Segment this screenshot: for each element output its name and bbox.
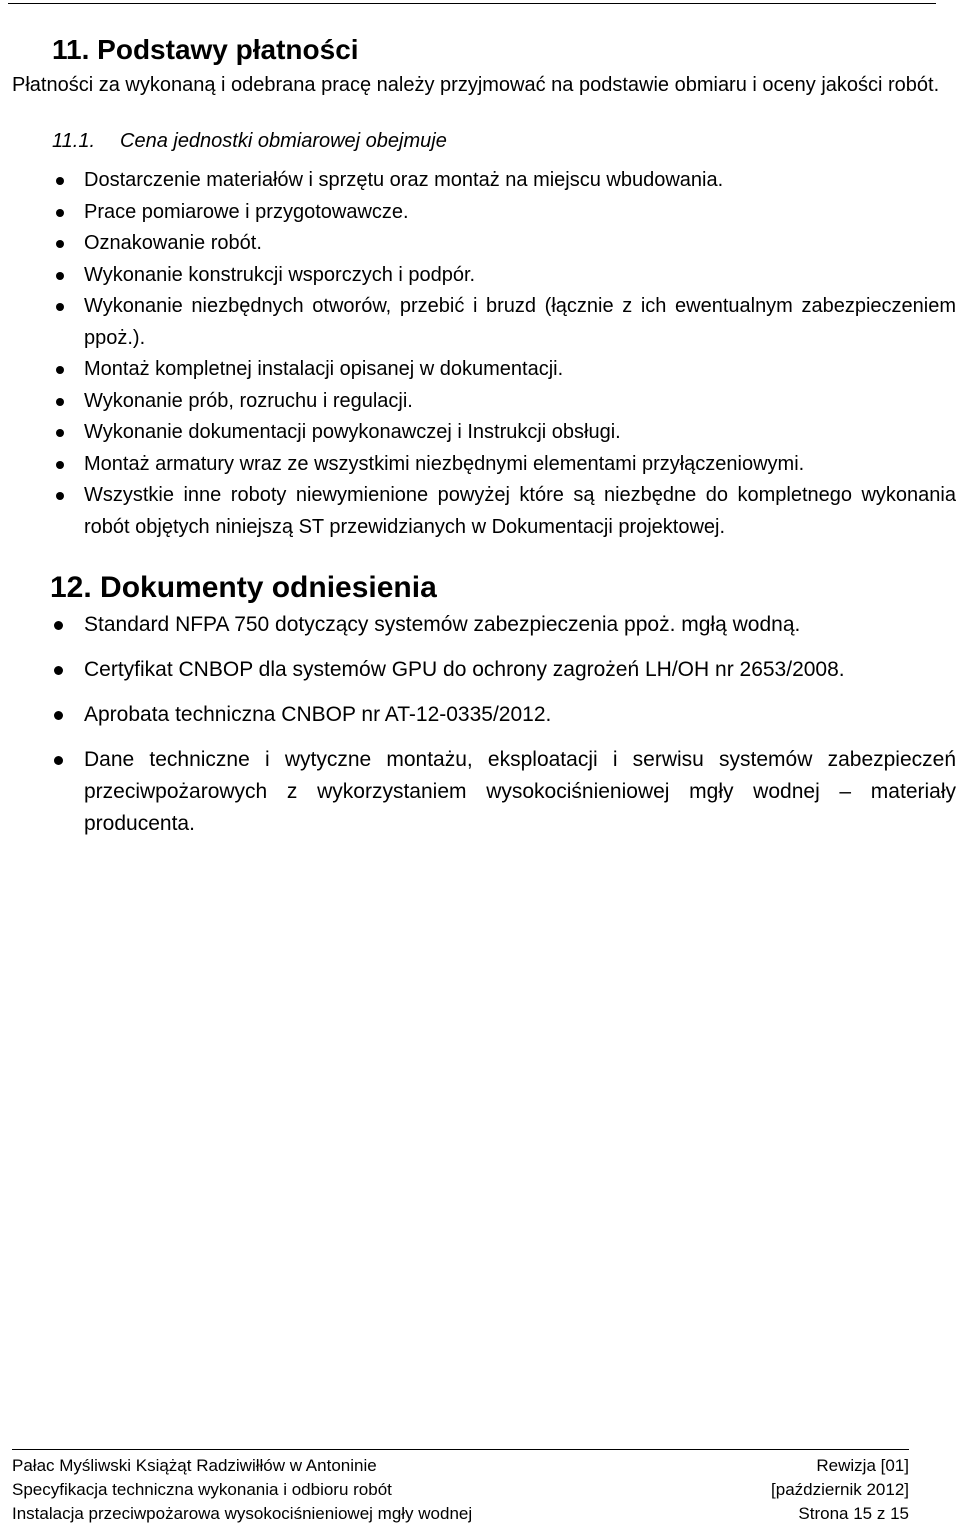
bullet-icon (56, 197, 66, 228)
reference-documents-list (12, 609, 956, 840)
section-11-heading: 11. Podstawy płatności (52, 34, 359, 65)
price-items-list (12, 165, 956, 543)
subsection-title: Cena jednostki obmiarowej obejmuje (120, 130, 447, 152)
footer-page-number: Strona 15 z 15 (798, 1504, 909, 1523)
bullet-icon (56, 449, 66, 480)
bullet-icon (56, 417, 66, 448)
list-item: Wykonanie konstrukcji wsporczych i podpór. (12, 260, 956, 292)
bullet-icon (54, 744, 64, 776)
bullet-icon (54, 609, 64, 641)
list-item: Certyfikat CNBOP dla systemów GPU do ochrony zagrożeń LH/OH nr 2653/2008. (12, 654, 956, 686)
footer-row (12, 1502, 909, 1526)
subsection-11-1 (52, 127, 956, 155)
subsection-number: 11.1. (52, 130, 95, 152)
bullet-icon (56, 480, 66, 511)
list-item: Montaż armatury wraz ze wszystkimi niezbędnymi elementami przyłączeniowymi. (12, 449, 956, 481)
bullet-icon (54, 699, 64, 731)
list-item: Dostarczenie materiałów i sprzętu oraz montaż na miejscu wbudowania. (12, 165, 956, 197)
list-item: Wykonanie dokumentacji powykonawczej i Instrukcji obsługi. (12, 417, 956, 449)
section-11-intro: Płatności za wykonaną i odebrana pracę należy przyjmować na podstawie obmiaru i oceny jakości robót. (12, 74, 940, 96)
footer-row (12, 1454, 909, 1478)
footer-row (12, 1478, 909, 1502)
page-footer (12, 1449, 909, 1526)
list-item: Prace pomiarowe i przygotowawcze. (12, 197, 956, 229)
list-item: Oznakowanie robót. (12, 228, 956, 260)
list-item: Aprobata techniczna CNBOP nr AT-12-0335/2012. (12, 699, 956, 731)
footer-project: Pałac Myśliwski Książąt Radziwiłłów w Antoninie (12, 1456, 377, 1475)
bullet-icon (56, 354, 66, 385)
section-12-heading: 12. Dokumenty odniesienia (50, 571, 437, 604)
bullet-icon (54, 654, 64, 686)
bullet-icon (56, 291, 66, 322)
bullet-icon (56, 260, 66, 291)
footer-date: [październik 2012] (771, 1480, 909, 1499)
bullet-icon (56, 165, 66, 196)
document-page (12, 32, 956, 840)
top-rule (8, 3, 936, 4)
bullet-icon (56, 228, 66, 259)
list-item: Wszystkie inne roboty niewymienione powyżej które są niezbędne do kompletnego wykonania robót objętych niniejszą ST przewidzianych w Dokumentacji projektowej. (12, 480, 956, 543)
list-item: Montaż kompletnej instalacji opisanej w dokumentacji. (12, 354, 956, 386)
list-item: Standard NFPA 750 dotyczący systemów zabezpieczenia ppoż. mgłą wodną. (12, 609, 956, 641)
footer-revision: Rewizja [01] (816, 1456, 909, 1475)
bullet-icon (56, 386, 66, 417)
footer-system: Instalacja przeciwpożarowa wysokociśnieniowej mgły wodnej (12, 1504, 473, 1523)
list-item: Wykonanie prób, rozruchu i regulacji. (12, 386, 956, 418)
footer-spec: Specyfikacja techniczna wykonania i odbioru robót (12, 1480, 392, 1499)
list-item: Wykonanie niezbędnych otworów, przebić i bruzd (łącznie z ich ewentualnym zabezpieczeniem ppoż.). (12, 291, 956, 354)
list-item: Dane techniczne i wytyczne montażu, eksploatacji i serwisu systemów zabezpieczeń przeciwpożarowych z wykorzystaniem wysokociśnieniowej mgły wodnej – materiały producenta. (12, 744, 956, 840)
